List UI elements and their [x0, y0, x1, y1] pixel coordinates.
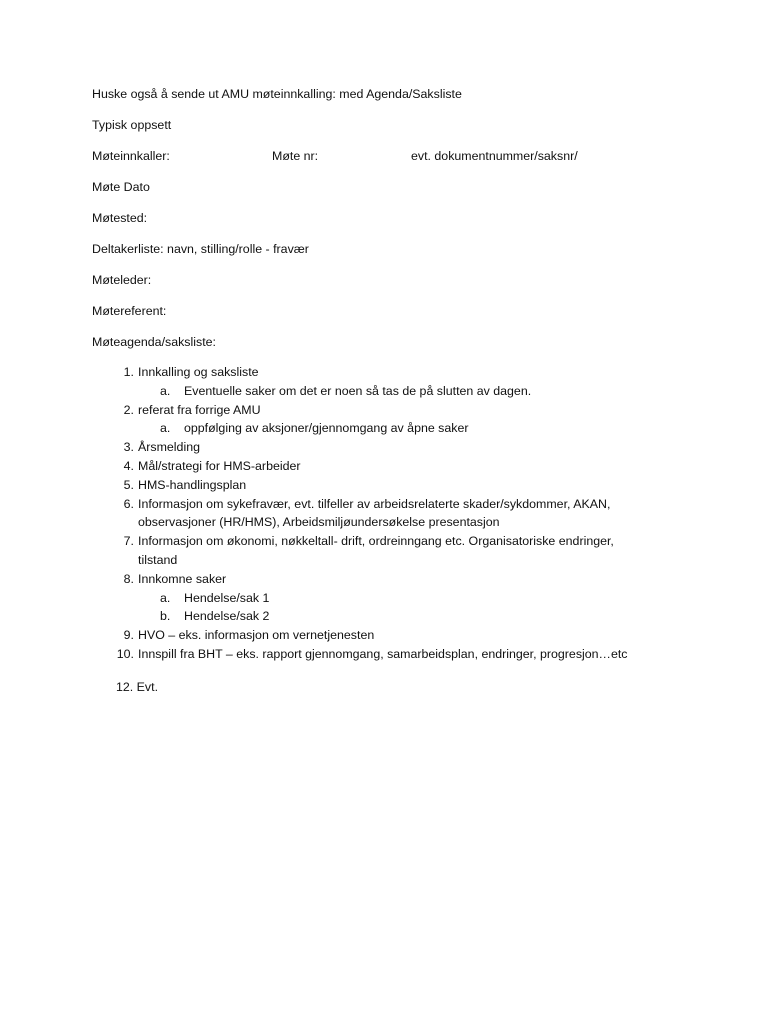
- field-dokumentnummer: evt. dokumentnummer/saksnr/: [411, 149, 578, 163]
- item-number: 1.: [123, 365, 134, 379]
- item-letter: a.: [160, 590, 171, 605]
- field-deltakerliste: Deltakerliste: navn, stilling/rolle - fravær: [92, 242, 309, 256]
- field-motereferent: Møtereferent:: [92, 304, 167, 318]
- item-text: Årsmelding: [138, 440, 200, 455]
- field-agenda: Møteagenda/saksliste:: [92, 335, 216, 349]
- list-item-sub: [0, 382, 768, 401]
- item-number: 7.: [123, 534, 134, 549]
- item-text: Eventuelle saker om det er noen så tas de på slutten av dagen.: [184, 383, 532, 398]
- item-text: Innkalling og saksliste: [138, 365, 259, 379]
- item-text: Hendelse/sak 1: [184, 590, 270, 605]
- list-item-sub: [0, 607, 768, 626]
- item-letter: b.: [160, 609, 171, 624]
- list-item: [0, 532, 768, 551]
- item-letter: a.: [160, 383, 171, 398]
- list-item-sub: [0, 419, 768, 438]
- field-motested: Møtested:: [92, 211, 148, 225]
- item-letter: a.: [160, 421, 171, 436]
- list-item: [0, 363, 768, 382]
- field-innkaller: Møteinnkaller:: [92, 149, 170, 163]
- item-number: 6.: [123, 496, 134, 511]
- item-text: Informasjon om økonomi, nøkkeltall- drift, ordreinngang etc. Organisatoriske endringer,: [138, 534, 614, 549]
- item-text: HMS-handlingsplan: [138, 477, 247, 492]
- item-text: Informasjon om sykefravær, evt. tilfeller av arbeidsrelaterte skader/sykdommer, AKAN,: [138, 496, 611, 511]
- item-number: 4.: [123, 458, 134, 473]
- item-text: tilstand: [138, 552, 178, 567]
- document-heading: Huske også å sende ut AMU møteinnkalling: med Agenda/Saksliste: [92, 87, 462, 101]
- list-item: [0, 438, 768, 457]
- item-text: Mål/strategi for HMS-arbeider: [138, 458, 301, 473]
- list-item: [0, 401, 768, 420]
- subheading: Typisk oppsett: [92, 118, 172, 132]
- list-item: [0, 626, 768, 645]
- list-item: [0, 476, 768, 495]
- item-text: HVO – eks. informasjon om vernetjenesten: [138, 628, 375, 643]
- item-text: Hendelse/sak 2: [184, 609, 270, 624]
- item-text: referat fra forrige AMU: [138, 402, 261, 417]
- item-number: 2.: [123, 402, 134, 417]
- item-text: Innkomne saker: [138, 571, 227, 586]
- item-text: observasjoner (HR/HMS), Arbeidsmiljøundersøkelse presentasjon: [138, 515, 500, 530]
- list-item-continuation: [0, 513, 768, 532]
- item-number: 8.: [123, 571, 134, 586]
- list-item: [0, 570, 768, 589]
- last-item: 12. Evt.: [116, 680, 159, 694]
- field-moteleder: Møteleder:: [92, 273, 152, 287]
- list-item: [0, 495, 768, 514]
- item-text: oppfølging av aksjoner/gjennomgang av åpne saker: [184, 421, 469, 436]
- agenda-list: [0, 363, 768, 664]
- list-item: [0, 645, 768, 664]
- field-dato: Møte Dato: [92, 180, 150, 194]
- list-item-continuation: [0, 551, 768, 570]
- list-item-sub: [0, 589, 768, 608]
- item-number: 3.: [123, 440, 134, 455]
- item-number: 5.: [123, 477, 134, 492]
- field-mote-nr: Møte nr:: [272, 149, 319, 163]
- item-number: 10.: [116, 646, 134, 661]
- item-number: 9.: [123, 628, 134, 643]
- item-text: Innspill fra BHT – eks. rapport gjennomgang, samarbeidsplan, endringer, progresjon…etc: [138, 646, 628, 661]
- list-item: [0, 457, 768, 476]
